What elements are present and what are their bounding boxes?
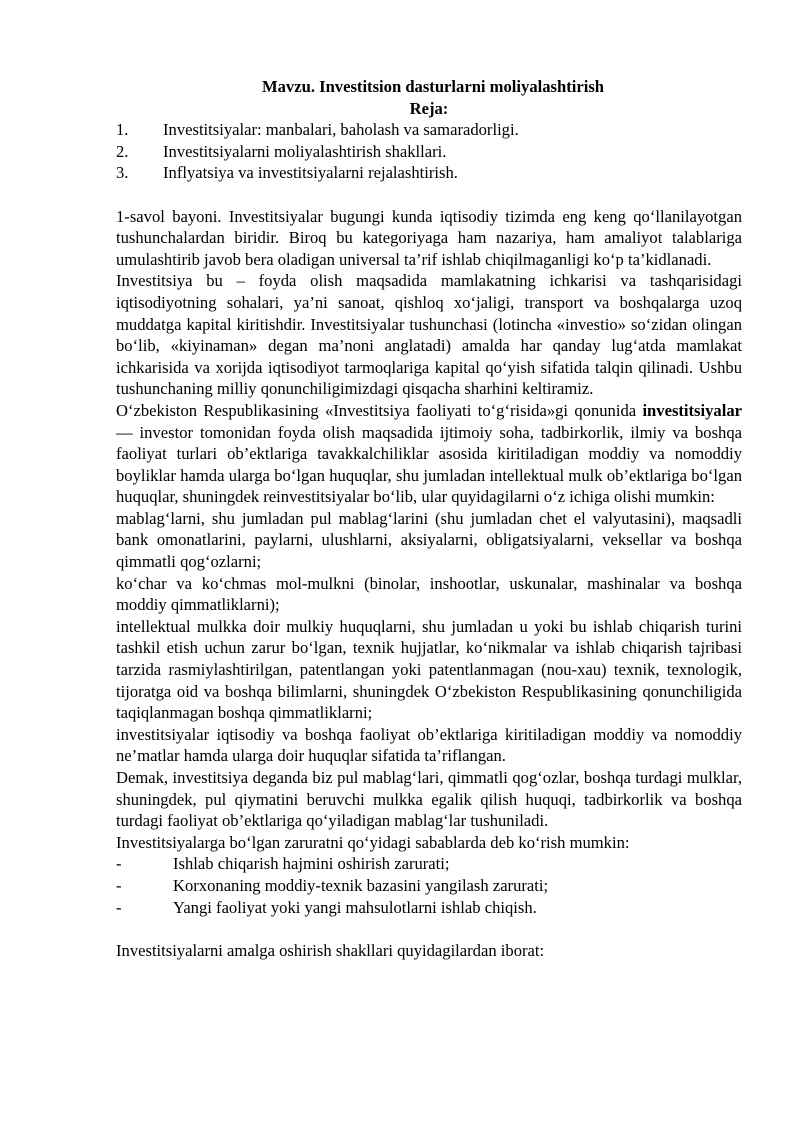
plan-item-number: 1.: [116, 120, 129, 140]
reason-item: [116, 897, 742, 919]
law-text-before: O‘zbekiston Respublikasining «Investitsiya faoliyati to‘g‘risida»gi qonunida: [116, 400, 643, 420]
plan-item: [116, 119, 742, 141]
paragraph-question-1: 1-savol bayoni. Investitsiyalar bugungi kunda iqtisodiy tizimda eng keng qo‘llanilayotgan tushunchalardan biridir. Biroq bu kategoriyaga ham nazariya, ham amaliyot talablariga umulashtirib javob bera oladigan universal ta’rif ishlab chiqilmaganligi ko‘p ta’kidlanadi.: [116, 206, 742, 269]
paragraph-summary: Demak, investitsiya deganda biz pul mablag‘lari, qimmatli qog‘ozlar, boshqa turdagi mulklar, shuningdek, pul qiymatini beruvchi mulkka egalik qilish huquqi, tadbirkorlik va boshqa turdagi faoliyat ob’ektlariga qo‘yiladigan mablag‘lar tushuniladi.: [116, 768, 742, 831]
paragraph-forms: Investitsiyalarni amalga oshirish shakllari quyidagilardan iborat:: [116, 940, 545, 960]
paragraph-intellectual: intellektual mulkka doir mulkiy huquqlarni, shu jumladan u yoki bu ishlab chiqarish turini tashkil etish uchun zarur bo‘lgan, texnik hujjatlar, ko‘nikmalar va ishlab chiqarish tajribasi tarzida rasmiylashtirilgan, patentlangan yoki patentlanmagan (nou-xau) texnik, texnologik, tijoratga oid va boshqa bilimlarni, shuningdek O‘zbekiston Respublikasining qonunchiligida taqiqlanmagan boshqa qimmatliklarni;: [116, 616, 742, 723]
reason-dash: -: [116, 854, 122, 874]
spacer: [116, 184, 742, 206]
reason-item: [116, 875, 742, 897]
reason-dash: -: [116, 875, 122, 895]
plan-item-text: Investitsiyalar: manbalari, baholash va samaradorligi.: [163, 120, 519, 140]
paragraph-benefits: investitsiyalar iqtisodiy va boshqa faoliyat ob’ektlariga kiritiladigan moddiy va nomoddiy ne’matlar hamda ularga doir huquqlar sifatida ta’riflangan.: [116, 724, 742, 766]
plan-item: [116, 162, 742, 184]
paragraph-law: [116, 400, 742, 508]
reason-text: Korxonaning moddiy-texnik bazasini yangilash zarurati;: [173, 875, 549, 895]
paragraph-property: ko‘char va ko‘chmas mol-mulkni (binolar, inshootlar, uskunalar, mashinalar va boshqa moddiy qimmatliklarni);: [116, 573, 742, 615]
document-page: [116, 76, 742, 961]
reason-dash: -: [116, 897, 122, 917]
plan-heading: Reja:: [409, 98, 449, 118]
plan-item-text: Inflyatsiya va investitsiyalarni rejalashtirish.: [163, 163, 458, 183]
paragraph-funds: mablag‘larni, shu jumladan pul mablag‘larini (shu jumladan chet el valyutasini), maqsadli bank omonatlarini, paylarni, ulushlarni, aksiyalarni, obligatsiyalarni, veksellar va boshqa qimmatli qog‘ozlarni;: [116, 508, 742, 572]
reason-text: Ishlab chiqarish hajmini oshirish zarurati;: [173, 854, 450, 874]
plan-item-number: 3.: [116, 163, 129, 183]
plan-item: [116, 141, 742, 163]
plan-item-number: 2.: [116, 141, 129, 161]
plan-list: [116, 119, 742, 184]
law-term-bold: investitsiyalar: [642, 400, 742, 420]
reasons-list: [116, 853, 742, 918]
document-title: Mavzu. Investitsion dasturlarni moliyalashtirish: [261, 77, 605, 96]
paragraph-definition: Investitsiya bu – foyda olish maqsadida mamlakatning ichkarisi va tashqarisidagi iqtisodiyotning sohalari, ya’ni sanoat, qishloq xo‘jaligi, transport va boshqalarga uzoq muddatga kapital kiritishdir. Investitsiyalar tushunchasi (lotincha «investio» so‘zidan olingan bo‘lib, «kiyinaman» degan ma’noni anglatadi) amalda har qanday lug‘atda mamlakat ichkarisida va xorijda iqtisodiyot tarmoqlariga kapital qo‘yish sifatida talqin qilinadi. Ushbu tushunchaning milliy qonunchiligimizdagi qisqacha sharhini keltiramiz.: [116, 271, 742, 399]
reason-text: Yangi faoliyat yoki yangi mahsulotlarni ishlab chiqish.: [173, 897, 537, 917]
reason-item: [116, 853, 742, 875]
law-text-after: — investor tomonidan foyda olish maqsadida ijtimoiy soha, tadbirkorlik, ilmiy va boshqa faoliyat turlari ob’ektlariga tavakkalchiliklar asosida kiritiladigan moddiy va nomoddiy boyliklar hamda ularga bo‘lgan huquqlar, shu jumladan intellektual mulk ob’ektlariga bo‘lgan huquqlar, shuningdek reinvestitsiyalar bo‘lib, ular quyidagilarni o‘z ichiga olishi mumkin:: [116, 422, 742, 507]
plan-item-text: Investitsiyalarni moliyalashtirish shakllari.: [163, 141, 447, 161]
paragraph-need: Investitsiyalarga bo‘lgan zaruratni qo‘yidagi sabablarda deb ko‘rish mumkin:: [116, 832, 630, 852]
spacer: [116, 918, 742, 940]
